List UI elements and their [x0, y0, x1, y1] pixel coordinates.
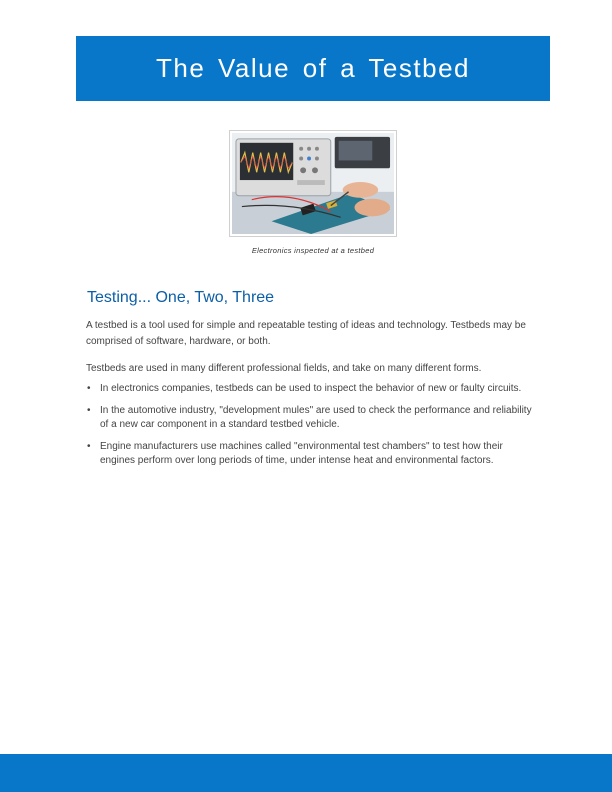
- page-title: The Value of a Testbed: [155, 53, 470, 83]
- list-item-text: In electronics companies, testbeds can be used to inspect the behavior of new or faulty circuits.: [100, 383, 522, 394]
- footer-bar: [0, 754, 612, 792]
- title-banner: [76, 36, 550, 101]
- bullet-icon: •: [87, 404, 91, 416]
- examples-list: [86, 382, 536, 476]
- figure-caption: Electronics inspected at a testbed: [251, 246, 375, 255]
- bullet-icon: •: [87, 383, 91, 394]
- list-item: [86, 440, 536, 469]
- testbed-photo-illustration: [232, 133, 394, 234]
- list-item-text: Engine manufacturers use machines called "environmental test chambers" to test how their engines perform over long periods of time, under intense heat and environmental factors.: [100, 440, 503, 466]
- bullet-icon: •: [87, 440, 91, 452]
- list-item: [86, 382, 536, 397]
- list-item-text: In the automotive industry, "development mules" are used to check the performance and reliability of a new car component in a standard testbed vehicle.: [100, 404, 532, 430]
- testbed-photo: [229, 130, 397, 237]
- intro-paragraph: A testbed is a tool used for simple and repeatable testing of ideas and technology. Testbeds may be comprised of software, hardware, or both.: [86, 320, 526, 347]
- section-heading: Testing... One, Two, Three: [87, 289, 275, 306]
- list-item: [86, 404, 536, 433]
- fields-paragraph: Testbeds are used in many different professional fields, and take on many different forms.: [86, 363, 482, 374]
